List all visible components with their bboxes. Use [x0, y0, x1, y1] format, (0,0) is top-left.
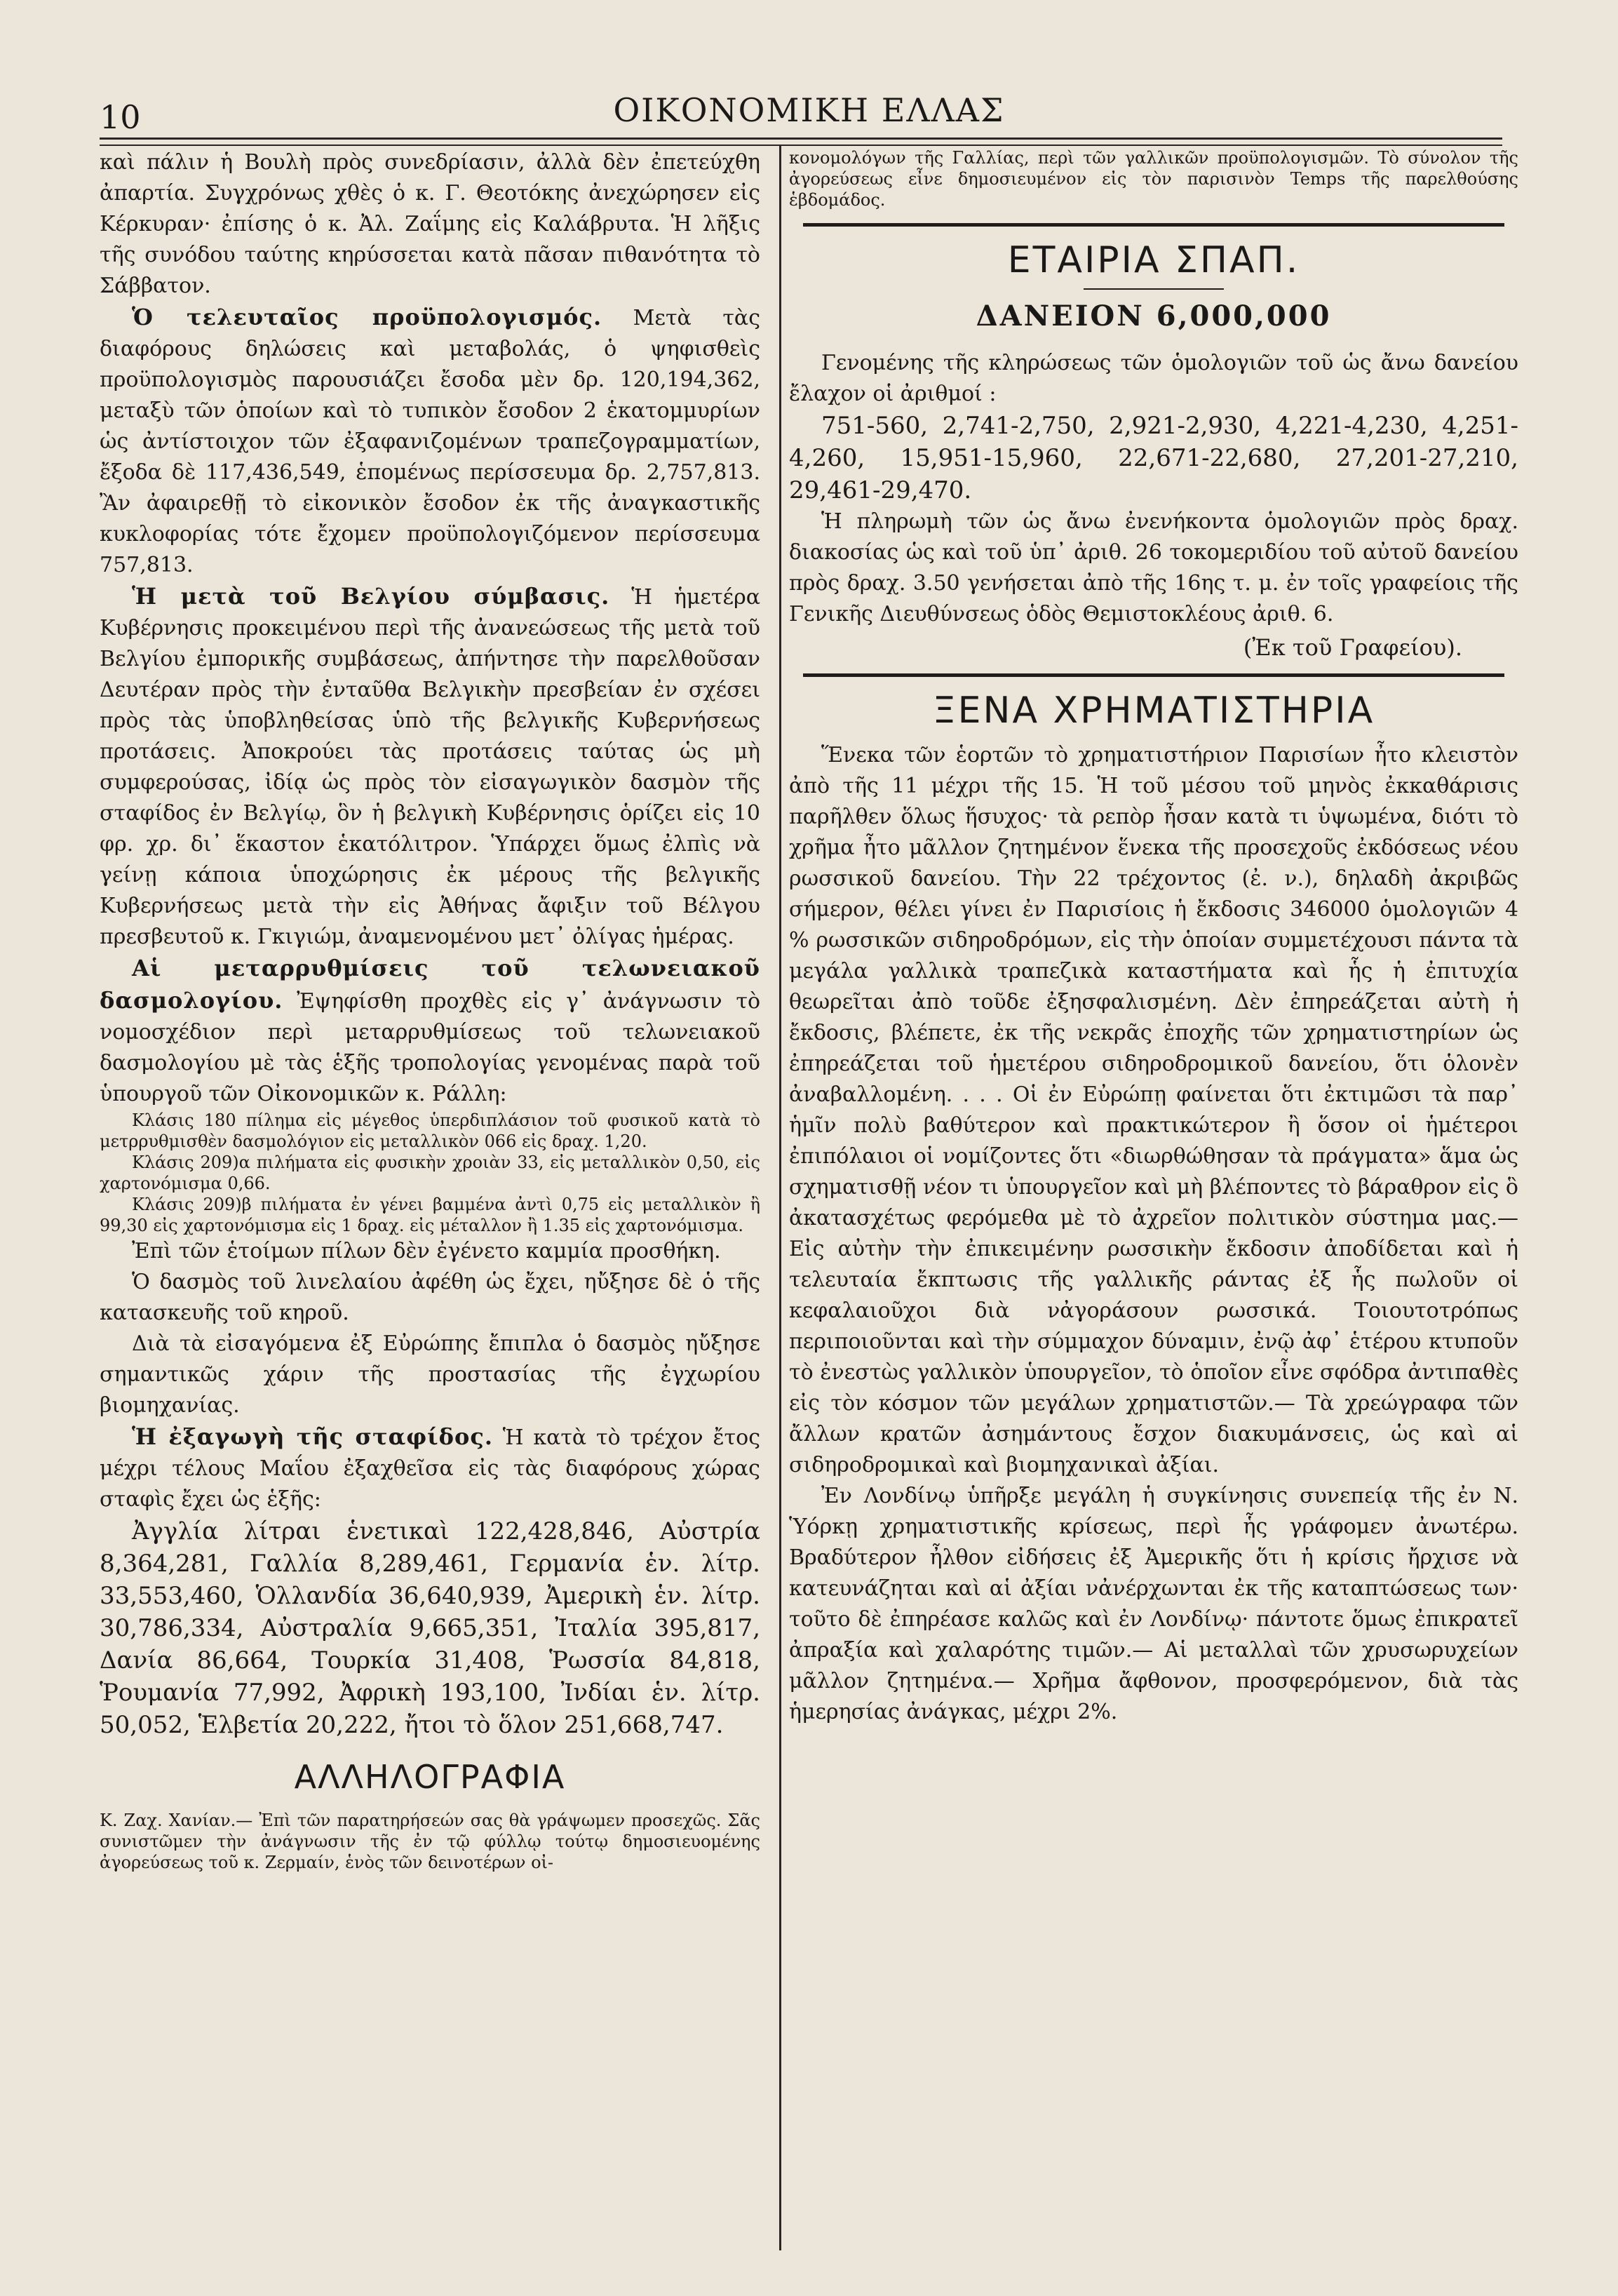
paragraph-tariff: [100, 953, 760, 1110]
loan-numbers: 751-560, 2,741-2,750, 2,921-2,930, 4,221-4,230, 4,251-4,260, 15,951-15,960, 22,671-22,680, 27,201-27,210, 29,461-29,470.: [789, 412, 1518, 504]
paragraph-budget: [100, 302, 760, 581]
loan-title: ΔΑΝΕΙΟΝ 6,000,000: [976, 300, 1332, 333]
paragraph-london-bourse: Ἐν Λονδίνῳ ὑπῆρξε μεγάλη ἡ συγκίνησις συνεπείᾳ τῆς ἐν Ν. Ὑόρκῃ χρηματιστικῆς κρίσεως, περὶ ἧς γράφομεν ἀνωτέρω. Βραδύτερον ἦλθον εἰδήσεις ἐξ Ἀμερικῆς ὅτι ἡ κρίσις ἤρχισε νὰ κατευνάζηται καὶ αἱ ἀξίαι νἀνέρχωνται ἐκ τῆς καταπτώσεως των· τοῦτο δὲ ἐπηρέασε καλῶς καὶ ἐν Λονδίνῳ· πάντοτε ὅμως ἐπικρατεῖ ἀπραξία καὶ χαλαρότης τιμῶν.— Αἱ μεταλλαὶ τῶν χρυσωρυχείων μᾶλλον ζητημένα.— Χρῆμα ἄφθονον, προσφερόμενον, διὰ τὰς ἡμερησίας ἀνάγκας, μέχρι 2%.: [789, 1484, 1518, 1724]
paragraph-paris-bourse: Ἕνεκα τῶν ἑορτῶν τὸ χρηματιστήριον Παρισίων ἦτο κλειστὸν ἀπὸ τῆς 11 μέχρι τῆς 15. Ἡ τοῦ μέσου τοῦ μηνὸς ἐκκαθάρισις παρῆλθεν ὅλως ἥσυχος· τὰ ρεπὸρ ἦσαν κατὰ τι ὑψωμένα, διότι τὸ χρῆμα ἦτο μᾶλλον ζητημένον ἕνεκα τῆς προσεχοῦς ἐκδόσεως νέου ρωσσικοῦ δανείου. Τὴν 22 τρέχοντος (ἐ. ν.), δηλαδὴ ἀκριβῶς σήμερον, θέλει γίνει ἐν Παρισίοις ἡ ἔκδοσις 346000 ὁμολογιῶν 4 % ρωσσικῶν σιδηροδρόμων, εἰς τὴν ὁποίαν συμμετέχουσι πάντα τὰ μεγάλα γαλλικὰ τραπεζικὰ καταστήματα καὶ ἧς ἡ ἐπιτυχία θεωρεῖται ἀπὸ τοῦδε ἐξησφαλισμένη. Δὲν ἐπηρεάζεται αὐτὴ ἡ ἔκδοσις, βλέπετε, ἐκ τῆς νεκρᾶς ἐποχῆς τῶν χρηματιστηρίων ὡς ἐπηρεάζεται τοῦ ἡμετέρου σιδηροδρομικοῦ δανείου, ὅτι ὁλονὲν ἀναβαλλομένη. . . . Οἱ ἐν Εὐρώπῃ φαίνεται ὅτι ἐκτιμῶσι τὰ παρ᾽ ἡμῖν πολὺ βαθύτερον καὶ πρακτικώτερον ἢ ὅσον οἱ ἡμέτεροι ἐπιπόλαιοι οἱ νομίζοντες ὅτι «διωρθώθησαν τὰ πράγματα» ἅμα ὡς σχηματισθῇ νέον τι ὑπουργεῖον καὶ μὴ βλέποντες τὸ βάραθρον εἰς ὃ ἀκατασχέτως φερόμεθα μὲ τὸ ἀχρεῖον πολιτικὸν σύστημα μας.— Εἰς αὐτὴν τὴν ἐπικειμένην ρωσσικὴν ἔκδοσιν ἀποδίδεται καὶ ἡ τελευταία ἔκπτωσις τῆς γαλλικῆς ράντας ἐξ ἧς πωλοῦν οἱ κεφαλαιοῦχοι διὰ νἀγοράσουν ρωσσικά. Τοιουτοτρόπως περιποιοῦνται καὶ τὴν σύμμαχον δύναμιν, ἐνῷ ἀφ᾽ ἑτέρου κτυποῦν τὸ ἐνεστὼς γαλλικὸν ὑπουργεῖον, τὸ ὁποῖον εἶνε σφόδρα ἀντιπαθὲς εἰς τὸν κόσμον τῶν μεγάλων χρηματιστῶν.— Τὰ χρεώγραφα τῶν ἄλλων κρατῶν ἀσημάντους ἔσχον διακυμάνσεις, ὡς καὶ αἱ σιδηροδρομικαὶ καὶ βιομηχανικαὶ ἀξίαι.: [789, 743, 1518, 1477]
correspondence-title: ΑΛΛΗΛΟΓΡΑΦΙΑ: [294, 1758, 566, 1796]
correspondence-text: Κ. Ζαχ. Χανίαν.— Ἐπὶ τῶν παρατηρήσεών σας θὰ γράψωμεν προσεχῶς. Σᾶς συνιστῶμεν τὴν ἀνάγνωσιν τῆς ἐν τῷ φύλλῳ τούτῳ δημοσιευομένης ἀγορεύσεως τοῦ κ. Ζερμαίν, ἑνὸς τῶν δεινοτέρων οἰ-: [100, 1811, 760, 1872]
paragraph-parliament: καὶ πάλιν ἡ Βουλὴ πρὸς συνεδρίασιν, ἀλλὰ δὲν ἐπετεύχθη ἀπαρτία. Συγχρόνως χθὲς ὁ κ. Γ. Θεοτόκης ἀνεχώρησεν εἰς Κέρκυραν· ἐπίσης ὁ κ. Ἀλ. Ζαΐμης εἰς Καλάβρυτα. Ἡ λῆξις τῆς συνόδου ταύτης κηρύσσεται κατὰ πᾶσαν πιθανότητα τὸ Σάββατον.: [100, 150, 760, 298]
loan-intro: Γενομένης τῆς κληρώσεως τῶν ὁμολογιῶν τοῦ ὡς ἄνω δανείου ἔλαχον οἱ ἀριθμοί :: [789, 351, 1518, 406]
tariff-text: Ἐψηφίσθη προχθὲς εἰς γ᾽ ἀνάγνωσιν τὸ νομοσχέδιον περὶ μεταρρυθμίσεως τοῦ τελωνειακοῦ δασμολογίου μὲ τὰς ἑξῆς τροπολογίας γενομένας παρὰ τοῦ ὑπουργοῦ τῶν Οἰκονομικῶν κ. Ράλλη:: [100, 989, 760, 1106]
left-column: [100, 147, 760, 2266]
right-column: [789, 147, 1518, 2259]
tariff-class-180: Κλάσις 180 πίλημα εἰς μέγεθος ὑπερδιπλάσιον τοῦ φυσικοῦ κατὰ τὸ μετρρυθμισθὲν δασμολόγιον εἰς μεταλλικὸν 066 εἰς δραχ. 1,20.: [100, 1110, 760, 1151]
tariff-class-209a: Κλάσις 209)α πιλήματα εἰς φυσικὴν χροιὰν 33, εἰς μεταλλικὸν 0,50, εἰς χαρτονόμισμα 0,66.: [100, 1153, 760, 1193]
paragraph-hats: Ἐπὶ τῶν ἑτοίμων πίλων δὲν ἐγένετο καμμία προσθήκη.: [132, 1239, 721, 1263]
section-rule-1: [803, 223, 1504, 227]
paragraph-economists-continued: κονομολόγων τῆς Γαλλίας, περὶ τῶν γαλλικῶν προϋπολογισμῶν. Τὸ σύνολον τῆς ἀγορεύσεως εἶνε δημοσιευμένον εἰς τὸν παρισινὸν Temps τῆς παρελθούσης ἑβδομάδος.: [789, 148, 1518, 210]
company-title: ΕΤΑΙΡΙΑ ΣΠΑΠ.: [1007, 239, 1300, 281]
loan-payment: Ἡ πληρωμὴ τῶν ὡς ἄνω ἐνενήκοντα ὁμολογιῶν πρὸς δραχ. διακοσίας ὡς καὶ τοῦ ὑπ᾽ ἀριθ. 26 τοκομεριδίου τοῦ αὐτοῦ δανείου πρὸς δραχ. 3.50 γενήσεται ἀπὸ τῆς 16ης τ. μ. ἐν τοῖς γραφείοις τῆς Γενικῆς Διευθύνσεως ὁδὸς Θεμιστοκλέους ἀριθ. 6.: [789, 509, 1518, 626]
page-number: 10: [100, 98, 141, 136]
header-rule: [100, 137, 1502, 140]
paragraph-currant-export: [100, 1421, 760, 1515]
loan-source: (Ἐκ τοῦ Γραφείου).: [1243, 634, 1462, 661]
paragraph-linseed: Ὁ δασμὸς τοῦ λινελαίου ἀφέθη ὡς ἔχει, ηὔξησε δὲ ὁ τῆς κατασκευῆς τοῦ κηροῦ.: [100, 1270, 760, 1325]
section-rule-2: [803, 673, 1504, 677]
paragraph-furniture: Διὰ τὰ εἰσαγόμενα ἐξ Εὐρώπης ἔπιπλα ὁ δασμὸς ηὔξησε σημαντικῶς χάριν τῆς προστασίας τῆς ἐγχωρίου βιομηχανίας.: [100, 1331, 760, 1418]
paragraph-export-figures: Ἀγγλία λίτραι ἑνετικαὶ 122,428,846, Αὐστρία 8,364,281, Γαλλία 8,289,461, Γερμανία ἑν. λίτρ. 33,553,460, Ὁλλανδία 36,640,939, Ἀμερικὴ ἑν. λίτρ. 30,786,334, Αὐστραλία 9,665,351, Ἰταλία 395,817, Δανία 86,664, Τουρκία 31,408, Ῥωσσία 84,818, Ῥουμανία 77,992, Ἀφρικὴ 193,100, Ἰνδίαι ἑν. λίτρ. 50,052, Ἑλβετία 20,222, ἤτοι τὸ ὅλον 251,668,747.: [100, 1517, 760, 1739]
heading-tariff-reforms: Αἱ μεταρρυθμίσεις τοῦ τελωνειακοῦ δασμολογίου.: [100, 955, 760, 1014]
title-underline: [1084, 288, 1224, 290]
heading-last-budget: Ὁ τελευταῖος προϋπολογισμός.: [132, 304, 602, 330]
budget-text: Μετὰ τὰς διαφόρους δηλώσεις καὶ μεταβολάς, ὁ ψηφισθεὶς προϋπολογισμὸς παρουσιάζει ἔσοδα μὲν δρ. 120,194,362, μεταξὺ τῶν ὁποίων καὶ τὸ τυπικὸν ἔσοδον 2 ἑκατομμυρίων ὡς ἀντίστοιχον τῶν ἐξαφανιζομένων τραπεζογραμματίων, ἔξοδα δὲ 117,436,549, ἑπομένως περίσσευμα δρ. 2,757,813. Ἂν ἀφαιρεθῇ τὸ εἰκονικὸν ἔσοδον ἐκ τῆς ἀναγκαστικῆς κυκλοφορίας τότε ἔχομεν προϋπολογιζόμενον περίσσευμα 757,813.: [100, 306, 760, 577]
foreign-bourses-title: ΞΕΝΑ ΧΡΗΜΑΤΙΣΤΗΡΙΑ: [932, 690, 1375, 732]
running-title: ΟΙΚΟΝΟΜΙΚΗ ΕΛΛΑΣ: [613, 91, 1005, 129]
heading-belgium-treaty: Ἡ μετὰ τοῦ Βελγίου σύμβασις.: [132, 583, 610, 610]
currant-export-text: Ἡ κατὰ τὸ τρέχον ἔτος μέχρι τέλους Μαΐου ἐξαχθεῖσα εἰς τὰς διαφόρους χώρας σταφὶς ἔχει ὡς ἑξῆς:: [100, 1425, 760, 1512]
paragraph-belgium: [100, 581, 760, 953]
column-divider: [779, 146, 781, 2250]
tariff-class-209b: Κλάσις 209)β πιλήματα ἐν γένει βαμμένα ἀντὶ 0,75 εἰς μεταλλικὸν ἢ 99,30 εἰς χαρτονόμισμα εἰς 1 δραχ. εἰς μέταλλον ἢ 1.35 εἰς χαρτονόμισμα.: [100, 1195, 760, 1235]
heading-currant-export: Ἡ ἐξαγωγὴ τῆς σταφίδος.: [132, 1423, 493, 1450]
header-rule-secondary: [100, 145, 1502, 146]
belgium-text: Ἡ ἡμετέρα Κυβέρνησις προκειμένου περὶ τῆς ἀνανεώσεως τῆς μετὰ τοῦ Βελγίου ἐμπορικῆς συμβάσεως, ἀπήντησε τὴν παρελθοῦσαν Δευτέραν πρὸς τὴν ἐνταῦθα Βελγικὴν πρεσβείαν ἐν σχέσει πρὸς τὰς ὑποβληθείσας ὑπὸ τῆς βελγικῆς Κυβερνήσεως προτάσεις. Ἀποκρούει τὰς προτάσεις ταύτας ὡς μὴ συμφερούσας, ἰδίᾳ ὡς πρὸς τὸν εἰσαγωγικὸν δασμὸν τῆς σταφίδος ἐν Βελγίῳ, ὃν ἡ βελγικὴ Κυβέρνησις ὁρίζει εἰς 10 φρ. χρ. δι᾽ ἕκαστον ἑκατόλιτρον. Ὑπάρχει ὅμως ἐλπὶς νὰ γείνῃ κάποια ὑποχώρησις ἐκ μέρους τῆς βελγικῆς Κυβερνήσεως μετὰ τὴν εἰς Ἀθήνας ἄφιξιν τοῦ Βέλγου πρεσβευτοῦ κ. Γκιγιώμ, ἀναμενομένου μετ᾽ ὀλίγας ἡμέρας.: [100, 585, 760, 949]
